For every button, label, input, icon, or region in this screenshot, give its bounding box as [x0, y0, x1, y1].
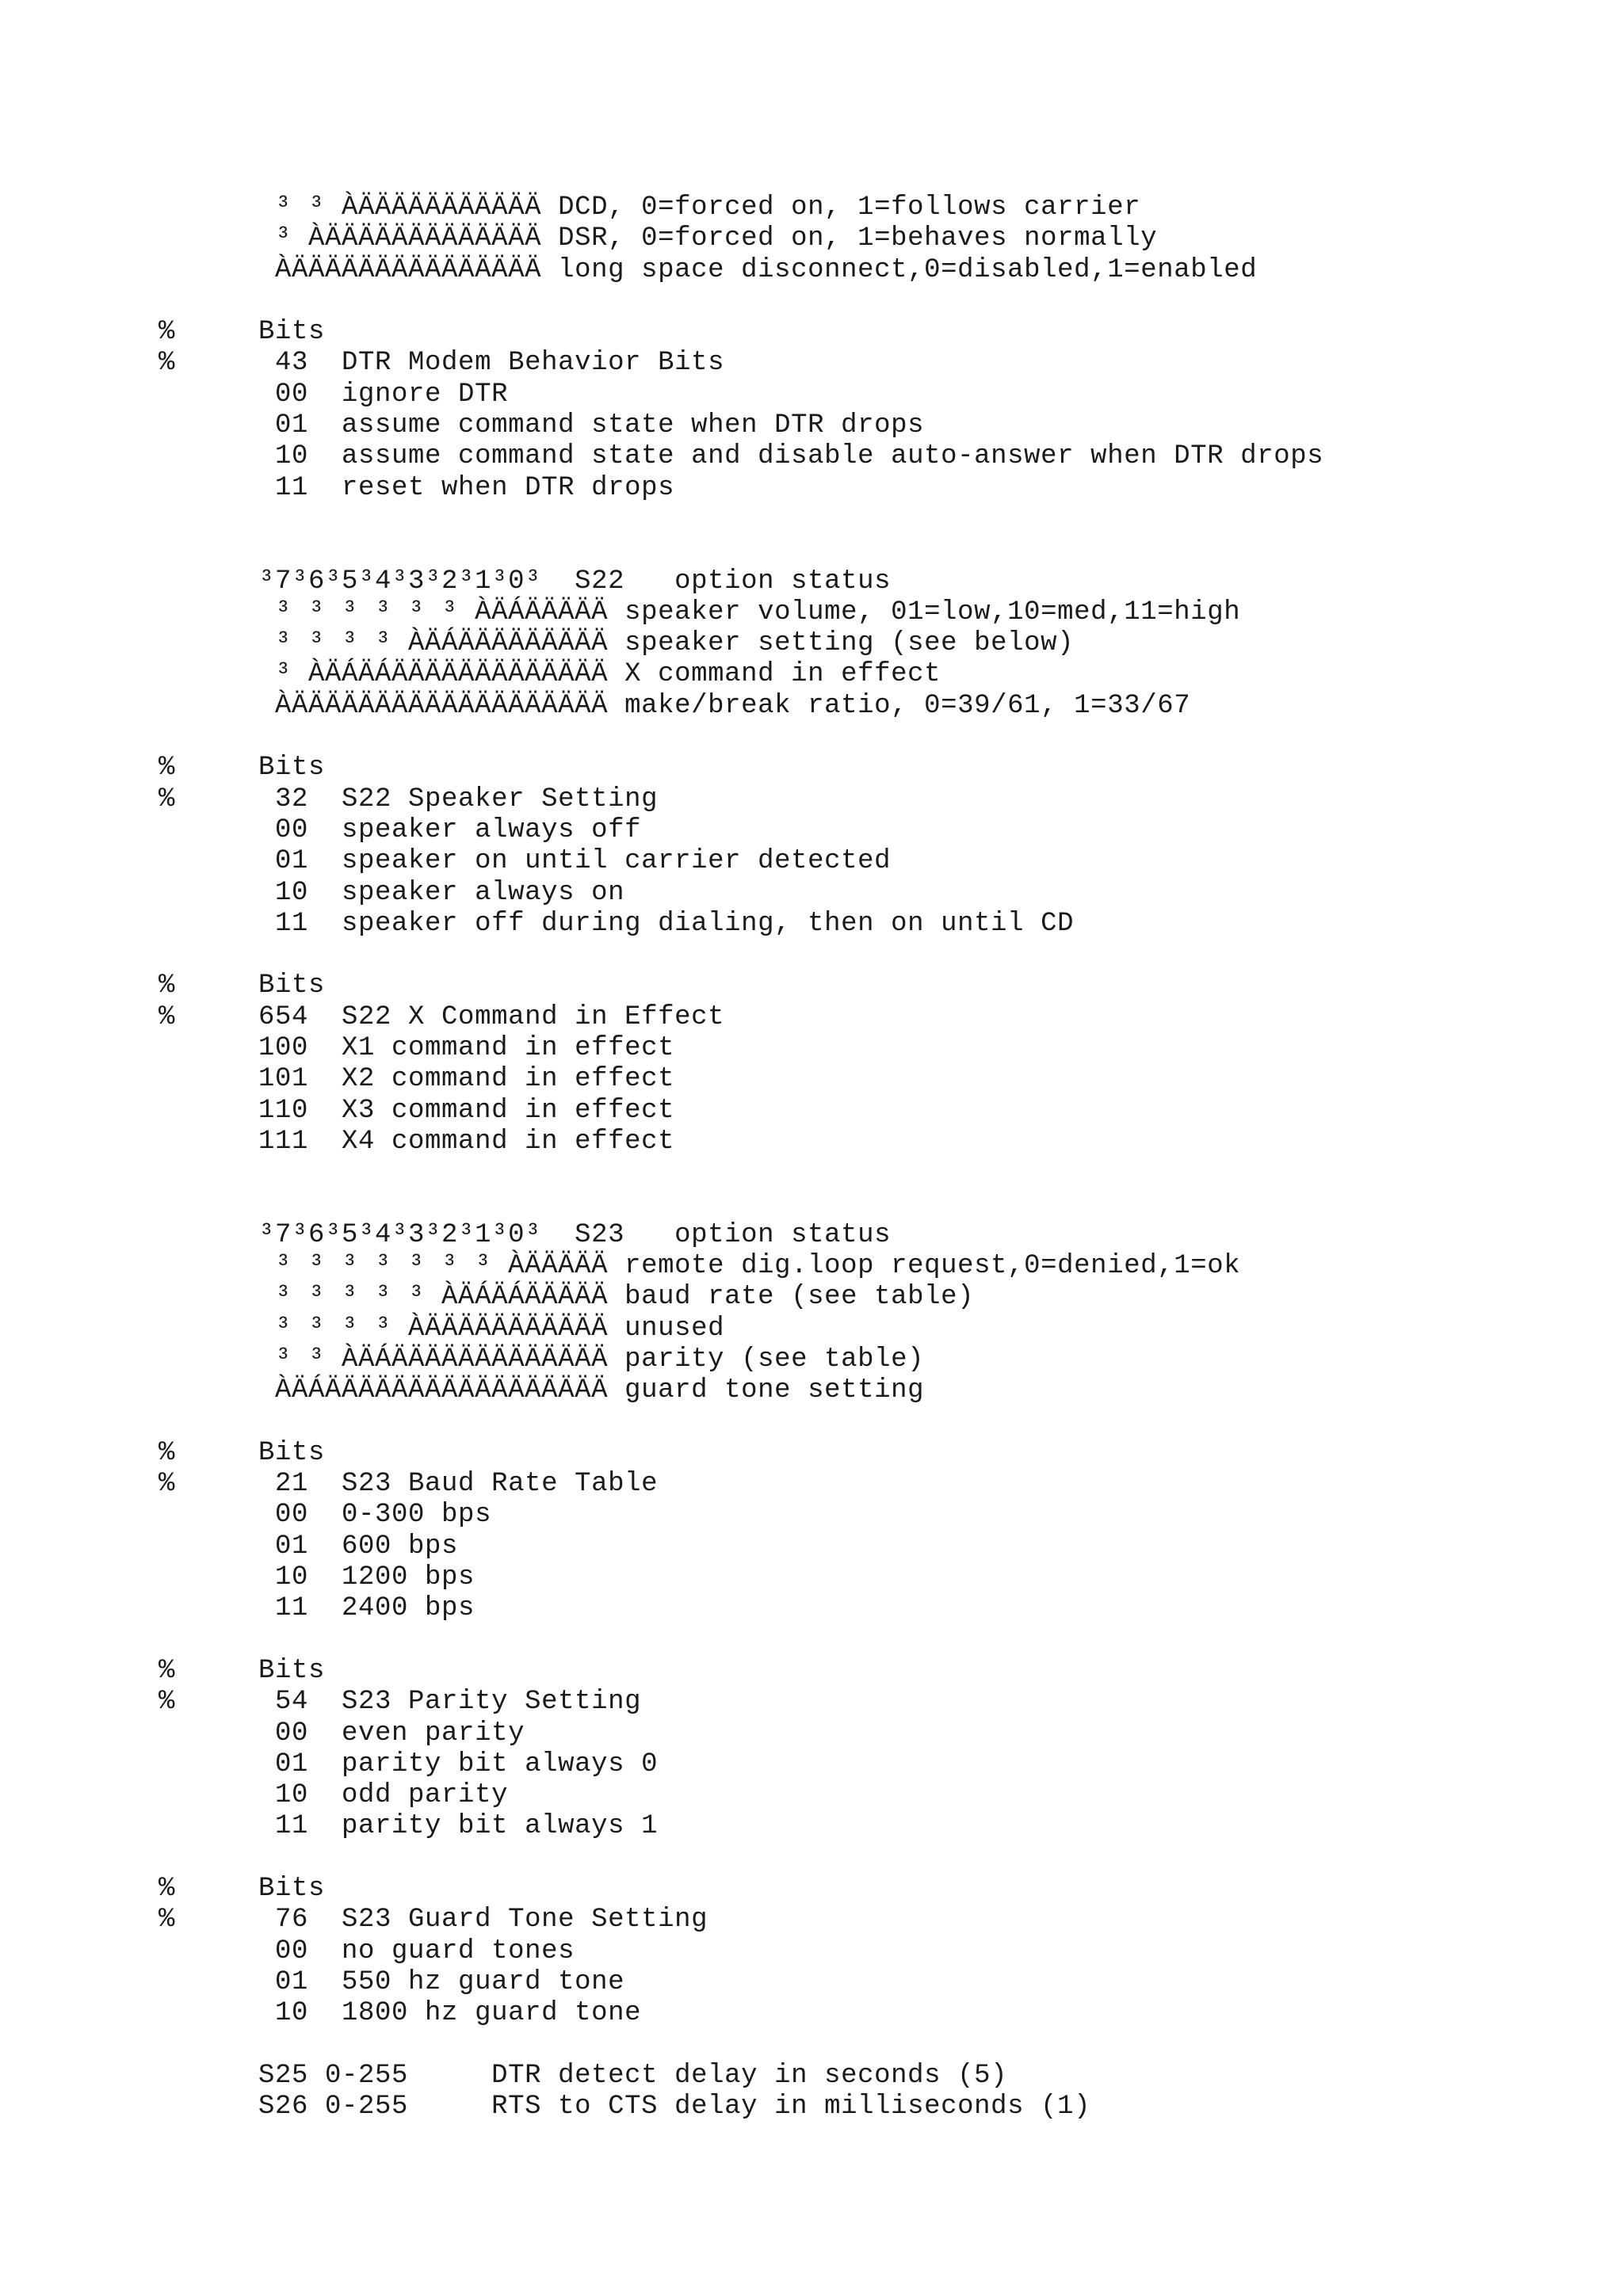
text-line: 100 X1 command in effect: [158, 1033, 675, 1064]
text-line: ³ ÀÄÁÄÁÄÄÄÄÄÄÄÄÄÄÄÄÄ X command in effect: [158, 659, 941, 690]
text-line: ³ ³ ÀÄÄÄÄÄÄÄÄÄÄÄ DCD, 0=forced on, 1=follows carrier: [158, 193, 1141, 223]
text-line: % Bits: [158, 753, 326, 784]
text-line: 11 parity bit always 1: [158, 1811, 659, 1842]
text-line: 01 speaker on until carrier detected: [158, 846, 892, 877]
text-line: 10 1200 bps: [158, 1562, 475, 1593]
text-line: 01 parity bit always 0: [158, 1749, 659, 1779]
text-line: % 32 S22 Speaker Setting: [158, 784, 659, 814]
text-line: [158, 1158, 1323, 1188]
text-line: 11 2400 bps: [158, 1593, 475, 1624]
text-line: ÀÄÁÄÄÄÄÄÄÄÄÄÄÄÄÄÄÄÄÄ guard tone setting: [158, 1375, 925, 1406]
text-line: % Bits: [158, 317, 326, 348]
text-line: 00 no guard tones: [158, 1936, 575, 1966]
text-line: 10 odd parity: [158, 1780, 509, 1811]
text-line: 111 X4 command in effect: [158, 1126, 675, 1157]
text-line: % 43 DTR Modem Behavior Bits: [158, 348, 725, 379]
text-line: ³7³6³5³4³3³2³1³0³ S23 option status: [158, 1219, 892, 1250]
text-line: % 654 S22 X Command in Effect: [158, 1001, 725, 1032]
text-line: [158, 1407, 1323, 1438]
text-line: [158, 535, 1323, 566]
text-line: % 54 S23 Parity Setting: [158, 1687, 642, 1718]
register-listing: [158, 193, 1323, 2122]
text-line: ³ ³ ³ ³ ³ ³ ÀÄÁÄÄÄÄÄ speaker volume, 01=low,10=med,11=high: [158, 597, 1241, 627]
text-line: 101 X2 command in effect: [158, 1064, 675, 1095]
text-line: [158, 940, 1323, 971]
text-line: 00 ignore DTR: [158, 379, 509, 410]
text-line: ³ ³ ³ ³ ³ ³ ³ ÀÄÄÄÄÄ remote dig.loop request,0=denied,1=ok: [158, 1251, 1241, 1282]
text-line: 00 even parity: [158, 1718, 525, 1749]
text-line: ³ ³ ³ ³ ³ ÀÄÁÄÁÄÄÄÄÄ baud rate (see table): [158, 1282, 975, 1313]
text-line: 10 assume command state and disable auto-answer when DTR drops: [158, 441, 1324, 472]
text-line: 01 assume command state when DTR drops: [158, 410, 925, 441]
text-line: 10 1800 hz guard tone: [158, 1998, 642, 2029]
text-line: [158, 1625, 1323, 1656]
text-line: ÀÄÄÄÄÄÄÄÄÄÄÄÄÄÄÄÄÄÄÄ make/break ratio, 0=39/61, 1=33/67: [158, 690, 1191, 721]
text-line: % Bits: [158, 1874, 326, 1905]
text-line: [158, 1189, 1323, 1220]
text-line: 10 speaker always on: [158, 877, 625, 908]
text-line: 00 speaker always off: [158, 814, 642, 845]
text-line: S26 0-255 RTS to CTS delay in milliseconds (1): [158, 2092, 1091, 2122]
text-line: [158, 2030, 1323, 2061]
text-line: [158, 1843, 1323, 1874]
text-line: 11 speaker off during dialing, then on until CD: [158, 908, 1075, 939]
text-line: S25 0-255 DTR detect delay in seconds (5): [158, 2060, 1008, 2091]
text-line: ³ ³ ³ ³ ÀÄÁÄÄÄÄÄÄÄÄÄ speaker setting (see below): [158, 628, 1075, 659]
text-line: 00 0-300 bps: [158, 1500, 492, 1531]
text-line: % Bits: [158, 1655, 326, 1686]
text-line: 01 600 bps: [158, 1531, 459, 1562]
text-line: [158, 504, 1323, 535]
text-line: % Bits: [158, 971, 326, 1001]
text-line: % 21 S23 Baud Rate Table: [158, 1469, 659, 1500]
text-line: % Bits: [158, 1437, 326, 1468]
text-line: 110 X3 command in effect: [158, 1095, 675, 1126]
text-line: ³7³6³5³4³3³2³1³0³ S22 option status: [158, 566, 892, 597]
text-line: 01 550 hz guard tone: [158, 1966, 625, 1997]
text-line: ³ ³ ÀÄÁÄÄÄÄÄÄÄÄÄÄÄÄÄ parity (see table): [158, 1344, 925, 1375]
text-line: % 76 S23 Guard Tone Setting: [158, 1905, 708, 1936]
text-line: [158, 722, 1323, 753]
text-line: ³ ³ ³ ³ ÀÄÄÄÄÄÄÄÄÄÄÄ unused: [158, 1313, 725, 1344]
text-line: 11 reset when DTR drops: [158, 472, 675, 503]
text-line: [158, 286, 1323, 317]
text-line: ÀÄÄÄÄÄÄÄÄÄÄÄÄÄÄÄ long space disconnect,0=disabled,1=enabled: [158, 254, 1258, 285]
text-line: ³ ÀÄÄÄÄÄÄÄÄÄÄÄÄÄ DSR, 0=forced on, 1=behaves normally: [158, 223, 1158, 254]
